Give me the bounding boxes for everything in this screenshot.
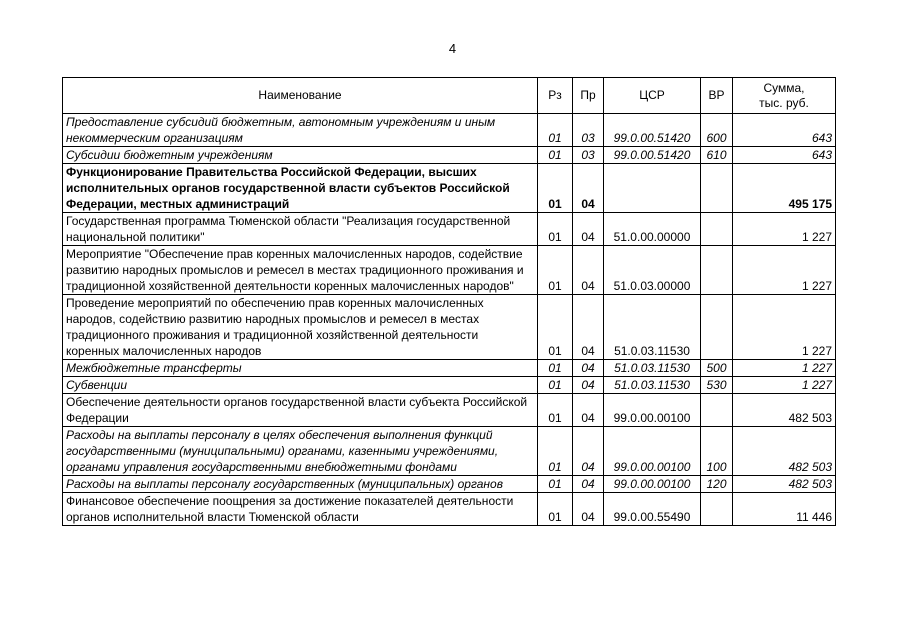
cell-name: Обеспечение деятельности органов государственной власти субъекта Российской Федерации	[63, 394, 538, 427]
cell-pr: 04	[573, 246, 604, 295]
cell-csr: 51.0.03.00000	[604, 246, 701, 295]
cell-sum: 482 503	[733, 476, 836, 493]
cell-rz: 01	[538, 377, 573, 394]
header-name: Наименование	[63, 78, 538, 114]
cell-vr: 530	[701, 377, 733, 394]
cell-rz: 01	[538, 427, 573, 476]
cell-vr	[701, 493, 733, 526]
cell-sum: 1 227	[733, 295, 836, 360]
table-row	[63, 493, 836, 526]
table-header-row	[63, 78, 836, 114]
cell-csr: 51.0.03.11530	[604, 295, 701, 360]
header-pr: Пр	[573, 78, 604, 114]
cell-pr: 04	[573, 493, 604, 526]
cell-csr: 99.0.00.51420	[604, 147, 701, 164]
cell-rz: 01	[538, 213, 573, 246]
table-row	[63, 360, 836, 377]
cell-sum: 1 227	[733, 377, 836, 394]
cell-vr: 610	[701, 147, 733, 164]
cell-pr: 04	[573, 360, 604, 377]
cell-name: Субсидии бюджетным учреждениям	[63, 147, 538, 164]
cell-sum: 482 503	[733, 394, 836, 427]
cell-pr: 04	[573, 213, 604, 246]
table-row	[63, 114, 836, 147]
cell-pr: 04	[573, 164, 604, 213]
cell-sum: 1 227	[733, 213, 836, 246]
cell-name: Функционирование Правительства Российской Федерации, высших исполнительных органов государственной власти субъектов Российской Федерации, местных администраций	[63, 164, 538, 213]
cell-sum: 1 227	[733, 246, 836, 295]
cell-csr: 51.0.03.11530	[604, 360, 701, 377]
cell-rz: 01	[538, 476, 573, 493]
cell-csr: 99.0.00.51420	[604, 114, 701, 147]
table-row	[63, 476, 836, 493]
cell-rz: 01	[538, 246, 573, 295]
cell-sum: 495 175	[733, 164, 836, 213]
cell-pr: 03	[573, 114, 604, 147]
cell-csr: 51.0.03.11530	[604, 377, 701, 394]
cell-csr: 99.0.00.55490	[604, 493, 701, 526]
cell-csr	[604, 164, 701, 213]
table-row	[63, 394, 836, 427]
cell-sum: 482 503	[733, 427, 836, 476]
cell-vr	[701, 394, 733, 427]
cell-pr: 04	[573, 427, 604, 476]
cell-rz: 01	[538, 147, 573, 164]
header-rz: Рз	[538, 78, 573, 114]
cell-vr: 600	[701, 114, 733, 147]
cell-vr	[701, 213, 733, 246]
table-row	[63, 147, 836, 164]
cell-name: Расходы на выплаты персоналу в целях обеспечения выполнения функций государственными (муниципальными) органами, казенными учреждениями, органами управления государственными внебюджетными фондами	[63, 427, 538, 476]
cell-csr: 51.0.00.00000	[604, 213, 701, 246]
cell-vr	[701, 246, 733, 295]
cell-vr: 500	[701, 360, 733, 377]
cell-vr	[701, 164, 733, 213]
page-number: 4	[448, 41, 457, 56]
header-sum-line1: Сумма,	[763, 80, 805, 95]
cell-name: Государственная программа Тюменской области "Реализация государственной национальной политики"	[63, 213, 538, 246]
cell-name: Расходы на выплаты персоналу государственных (муниципальных) органов	[63, 476, 538, 493]
cell-sum: 643	[733, 147, 836, 164]
cell-rz: 01	[538, 114, 573, 147]
cell-csr: 99.0.00.00100	[604, 427, 701, 476]
cell-pr: 04	[573, 377, 604, 394]
table-row	[63, 164, 836, 213]
table-row	[63, 377, 836, 394]
cell-csr: 99.0.00.00100	[604, 394, 701, 427]
cell-name: Субвенции	[63, 377, 538, 394]
cell-pr: 04	[573, 476, 604, 493]
cell-vr: 100	[701, 427, 733, 476]
cell-name: Мероприятие "Обеспечение прав коренных малочисленных народов, содействие развитию народных промыслов и ремесел в местах традиционного проживания и традиционной хозяйственной деятельности коренных малочисленных народов"	[63, 246, 538, 295]
cell-name: Межбюджетные трансферты	[63, 360, 538, 377]
table-row	[63, 213, 836, 246]
cell-rz: 01	[538, 493, 573, 526]
cell-sum: 11 446	[733, 493, 836, 526]
table-row	[63, 246, 836, 295]
table-row	[63, 427, 836, 476]
budget-table	[62, 77, 836, 526]
cell-rz: 01	[538, 360, 573, 377]
cell-pr: 04	[573, 295, 604, 360]
header-vr: ВР	[701, 78, 733, 114]
header-sum	[733, 78, 836, 114]
cell-rz: 01	[538, 164, 573, 213]
cell-pr: 04	[573, 394, 604, 427]
header-csr: ЦСР	[604, 78, 701, 114]
header-sum-line2: тыс. руб.	[759, 95, 809, 110]
cell-sum: 643	[733, 114, 836, 147]
cell-rz: 01	[538, 394, 573, 427]
cell-csr: 99.0.00.00100	[604, 476, 701, 493]
cell-name: Предоставление субсидий бюджетным, автономным учреждениям и иным некоммерческим организациям	[63, 114, 538, 147]
cell-rz: 01	[538, 295, 573, 360]
cell-vr: 120	[701, 476, 733, 493]
table-row	[63, 295, 836, 360]
cell-name: Финансовое обеспечение поощрения за достижение показателей деятельности органов исполнительной власти Тюменской области	[63, 493, 538, 526]
cell-vr	[701, 295, 733, 360]
cell-sum: 1 227	[733, 360, 836, 377]
cell-name: Проведение мероприятий по обеспечению прав коренных малочисленных народов, содействию развитию народных промыслов и ремесел в местах традиционного проживания и традиционной хозяйственной деятельности коренных малочисленных народов	[63, 295, 538, 360]
cell-pr: 03	[573, 147, 604, 164]
